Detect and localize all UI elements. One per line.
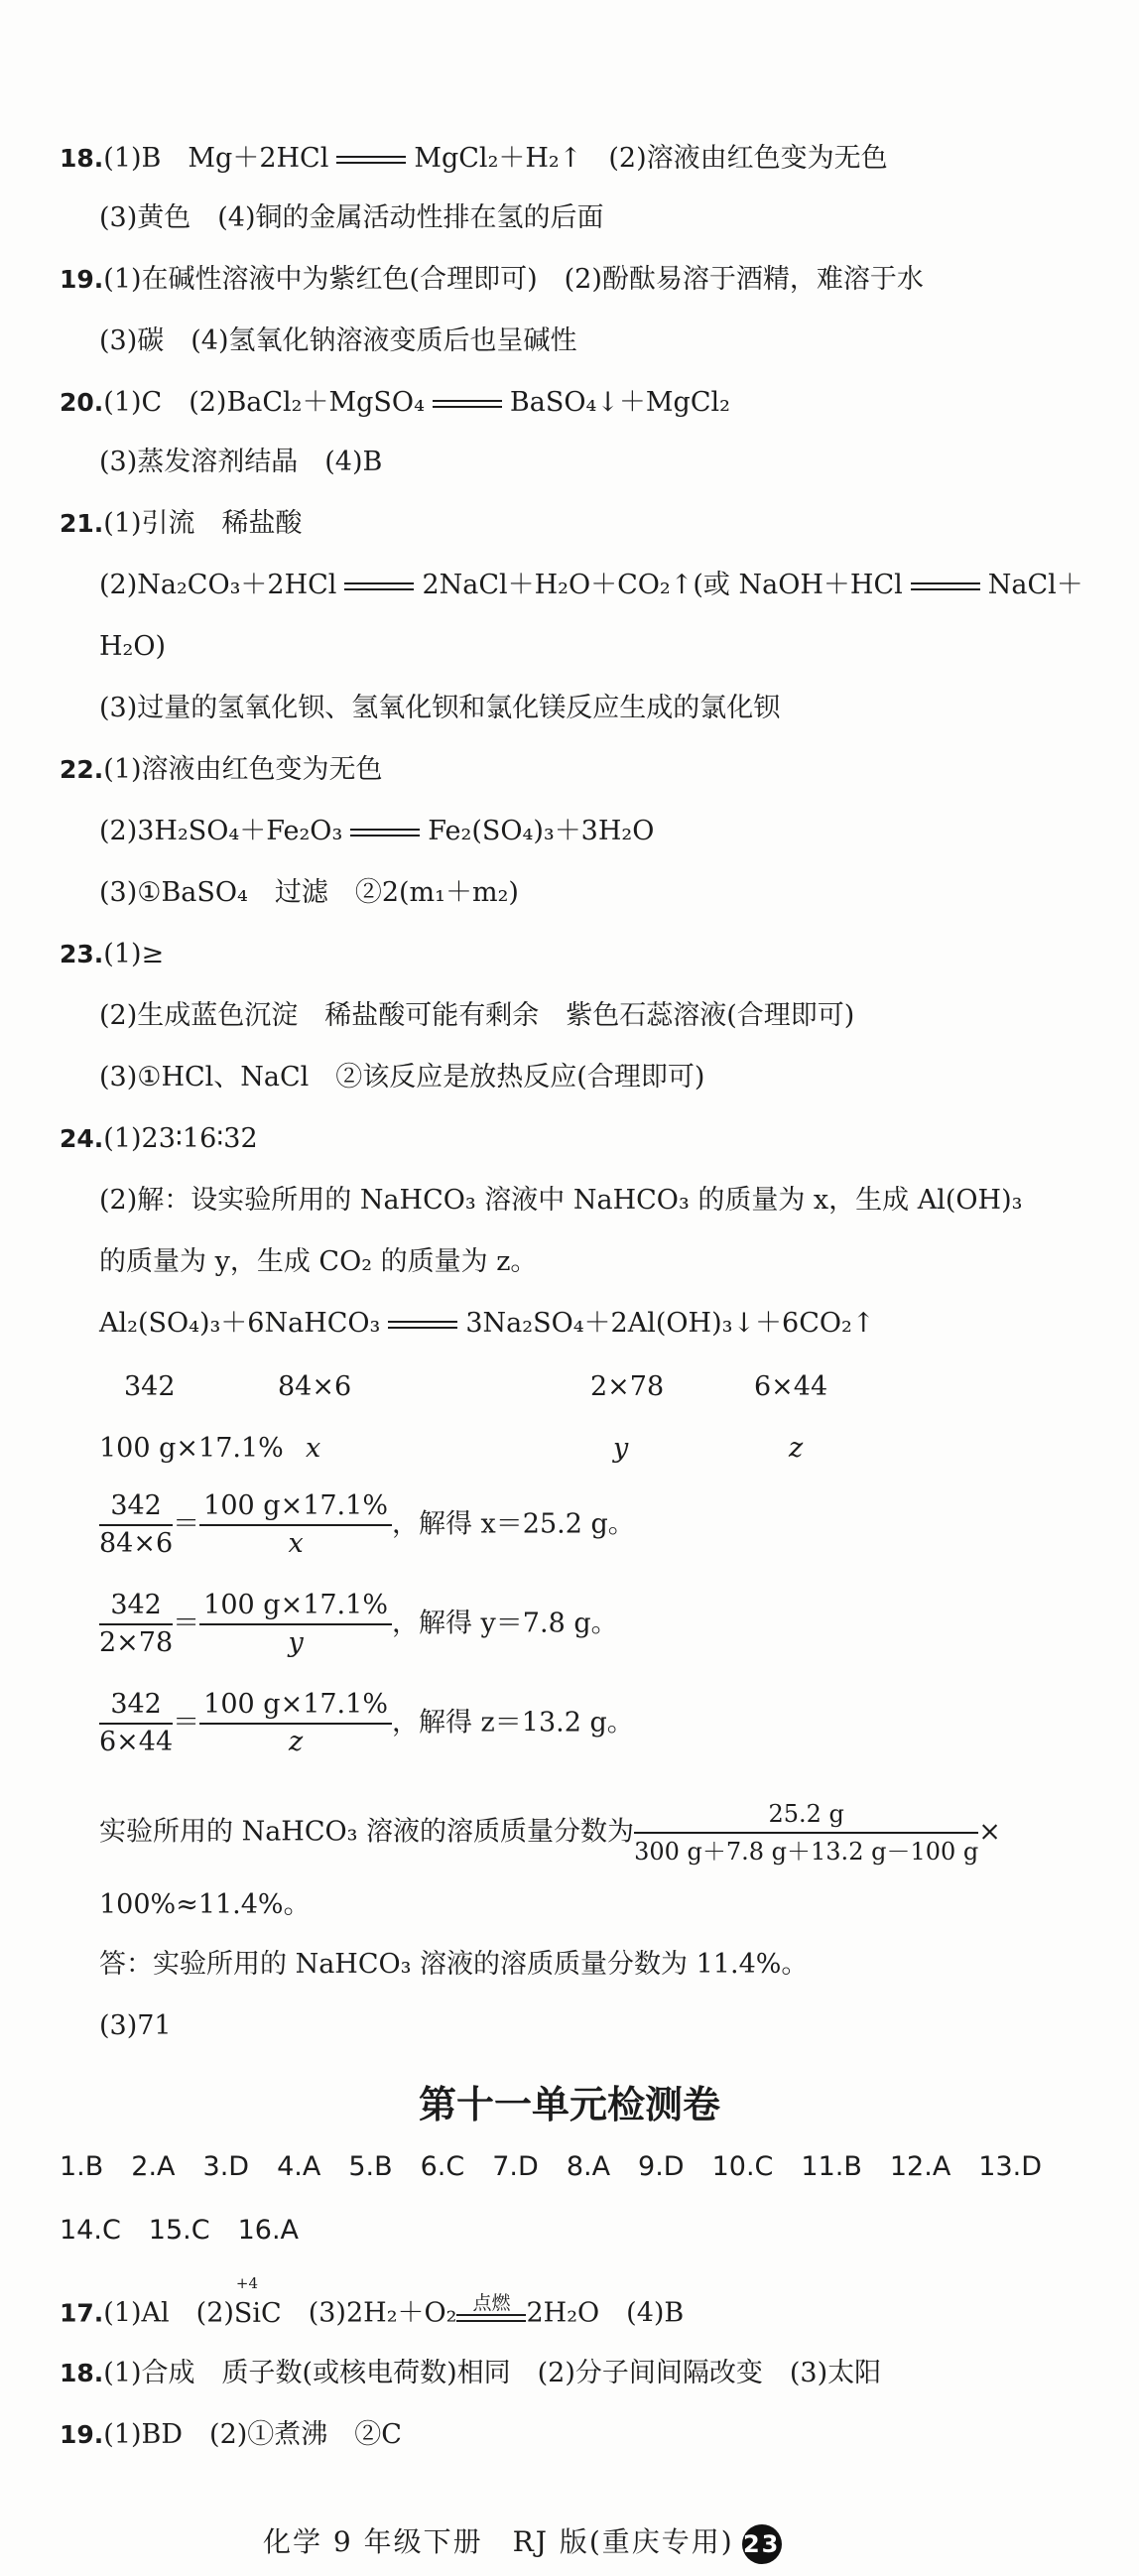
equals-sign — [350, 829, 420, 837]
mc-answer: 12.A — [889, 2151, 951, 2182]
proportion-x: $\frac{342}{84\times 6}$ ＝ $\frac{100 g\times 17.1\%}{x}$ ，解得 x＝25.2 g。 — [99, 1490, 635, 1559]
mc-answer: 5.B — [348, 2151, 393, 2182]
proportion-z: $\frac{342}{6\times 44}$ ＝ $\frac{100 g\times 17.1\%}{z}$ ，解得 z＝13.2 g。 — [99, 1689, 634, 1757]
mc-answer: 6.C — [420, 2151, 465, 2182]
equals-sign — [388, 1321, 457, 1329]
q19-line1: 19.(1)在碱性溶液中为紫红色(合理即可) (2)酚酞易溶于酒精，难溶于水 — [60, 264, 924, 295]
q19-line2: (3)碳 (4)氢氧化钠溶液变质后也呈碱性 — [99, 325, 577, 356]
q20-line1: 20.(1)C (2)BaCl₂＋MgSO₄ BaSO₄↓＋MgCl₂ — [60, 387, 730, 418]
q22-line1: 22.(1)溶液由红色变为无色 — [60, 754, 383, 785]
q18-number: 18. — [60, 144, 104, 173]
page-footer — [263, 2520, 782, 2564]
mc-answer: 8.A — [566, 2151, 611, 2182]
q19b-line: 19.(1)BD (2)①煮沸 ②C — [60, 2419, 402, 2450]
mc-answer: 2.A — [131, 2151, 176, 2182]
equals-sign — [336, 156, 406, 164]
q17-line: 17.(1)Al (2) +4 SiC (3)2H₂＋O₂ 点燃 2H₂O (4)B — [60, 2292, 684, 2336]
q18-line1: 18.(1)B Mg＋2HCl MgCl₂＋H₂↑ (2)溶液由红色变为无色 — [60, 143, 888, 174]
q22-line2: (2)3H₂SO₄＋Fe₂O₃ Fe₂(SO₄)₃＋3H₂O — [99, 816, 655, 846]
valence-label: +4 — [235, 2273, 259, 2292]
q24-line1: 24.(1)23∶16∶32 — [60, 1123, 258, 1154]
footer-text: 化学 9 年级下册 RJ 版(重庆专用) — [263, 2525, 734, 2558]
percent-line: 100%≈11.4%。 — [99, 1889, 311, 1920]
page-number-badge: 23 — [742, 2524, 782, 2564]
q24-part3: (3)71 — [99, 2010, 172, 2041]
q23-line1: 23.(1)≥ — [60, 939, 165, 969]
mass-2x78: 2×78 — [590, 1371, 665, 1402]
q23-line3: (3)①HCl、NaCl ②该反应是放热反应(合理即可) — [99, 1062, 705, 1093]
mc-answer: 9.D — [638, 2151, 685, 2182]
q21-line1: 21.(1)引流 稀盐酸 — [60, 508, 303, 539]
mc-answer: 15.C — [148, 2215, 210, 2246]
mass-fraction-line: 实验所用的 NaHCO₃ 溶液的溶质质量分数为 $\frac{25.2 g}{300 g+7.8 g+13.2 g-100 g}$ × — [99, 1796, 1001, 1869]
q24-line3: 的质量为 y，生成 CO₂ 的质量为 z。 — [99, 1246, 538, 1277]
q23-line2: (2)生成蓝色沉淀 稀盐酸可能有剩余 紫色石蕊溶液(合理即可) — [99, 1000, 855, 1031]
mc-answer: 11.B — [801, 2151, 862, 2182]
mass-342: 342 — [124, 1371, 176, 1402]
q24-equation: Al₂(SO₄)₃＋6NaHCO₃ 3Na₂SO₄＋2Al(OH)₃↓＋6CO₂↑ — [99, 1308, 875, 1339]
mc-answer: 4.A — [277, 2151, 321, 2182]
given-y: y — [613, 1433, 629, 1464]
mc-row-1 — [60, 2147, 1042, 2187]
proportion-y: $\frac{342}{2\times 78}$ ＝ $\frac{100 g\times 17.1\%}{y}$ ，解得 y＝7.8 g。 — [99, 1590, 618, 1658]
q22-line3: (3)①BaSO₄ 过滤 ②2(m₁＋m₂) — [99, 877, 519, 908]
given-mass: 100 g×17.1% — [99, 1433, 284, 1464]
equals-sign — [911, 582, 980, 590]
given-x: x — [306, 1433, 321, 1464]
q24-line2: (2)解：设实验所用的 NaHCO₃ 溶液中 NaHCO₃ 的质量为 x，生成 Al(OH)₃ — [99, 1185, 1023, 1216]
mc-answer: 7.D — [492, 2151, 539, 2182]
given-z: z — [789, 1433, 804, 1464]
mc-answer: 1.B — [60, 2151, 104, 2182]
mc-row-2 — [60, 2211, 326, 2251]
answer-line: 答：实验所用的 NaHCO₃ 溶液的溶质质量分数为 11.4%。 — [99, 1949, 809, 1980]
mc-answer: 14.C — [60, 2215, 121, 2246]
reaction-condition: 点燃 — [456, 2292, 526, 2336]
mass-6x44: 6×44 — [754, 1371, 828, 1402]
q20-line2: (3)蒸发溶剂结晶 (4)B — [99, 447, 383, 477]
mc-answer: 3.D — [202, 2151, 250, 2182]
mc-answer: 10.C — [711, 2151, 774, 2182]
equals-sign — [433, 400, 502, 408]
q21-line4: (3)过量的氢氧化钡、氢氧化钡和氯化镁反应生成的氯化钡 — [99, 693, 781, 723]
equals-sign — [344, 582, 414, 590]
q18-line2: (3)黄色 (4)铜的金属活动性排在氢的后面 — [99, 202, 604, 233]
mc-answer: 13.D — [978, 2151, 1043, 2182]
mc-answer: 16.A — [237, 2215, 300, 2246]
mass-84x6: 84×6 — [278, 1371, 352, 1402]
section-title: 第十一单元检测卷 — [418, 2083, 720, 2126]
q21-line3: H₂O) — [99, 631, 167, 662]
q18b-line: 18.(1)合成 质子数(或核电荷数)相同 (2)分子间间隔改变 (3)太阳 — [60, 2358, 882, 2388]
q21-line2: (2)Na₂CO₃＋2HCl 2NaCl＋H₂O＋CO₂↑(或 NaOH＋HCl NaCl＋ — [99, 570, 1083, 600]
